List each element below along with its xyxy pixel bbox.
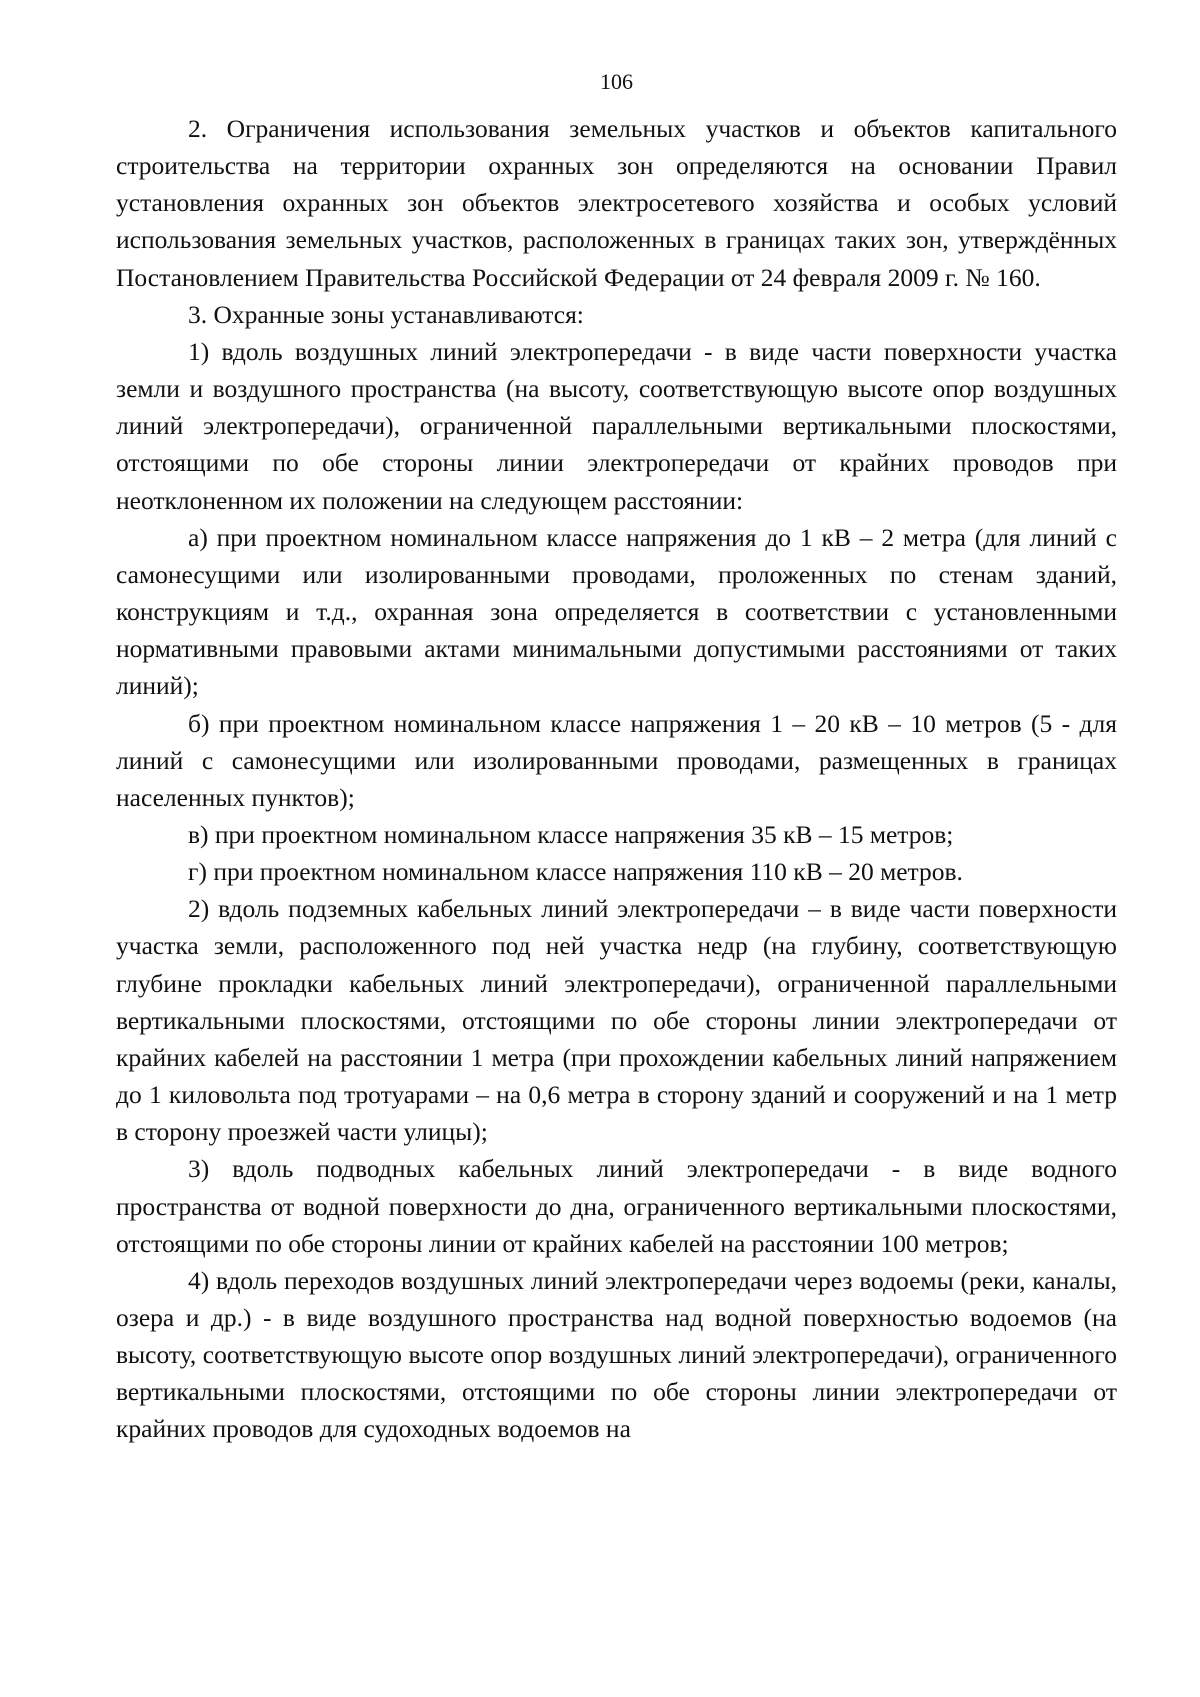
document-page [116, 68, 1117, 1448]
paragraph-restrictions: 2. Ограничения использования земельных участков и объектов капитального строительства на территории охранных зон определяются на основании Правил установления охранных зон объектов электросетевого хозяйства и особых условий использования земельных участков, расположенных в границах таких зон, утверждённых Постановлением Правительства Российской Федерации от 24 февраля 2009 г. № 160. [116, 114, 1117, 292]
paragraph-underwater-lines: 3) вдоль подводных кабельных линий электропередачи - в виде водного пространства от водной поверхности до дна, ограниченного вертикальными плоскостями, отстоящими по обе стороны линии от крайних кабелей на расстоянии 100 метров; [116, 1154, 1117, 1258]
paragraph-water-crossings: 4) вдоль переходов воздушных линий электропередачи через водоемы (реки, каналы, озера и др.) - в виде воздушного пространства над водной поверхностью водоемов (на высоту, соответствующую высоте опор воздушных линий электропередачи), ограниченного вертикальными плоскостями, отстоящими по обе стороны линии электропередачи от крайних проводов для судоходных водоемов на [116, 1265, 1117, 1444]
paragraph-item-b: б) при проектном номинальном классе напряжения 1 – 20 кВ – 10 метров (5 - для линий с самонесущими или изолированными проводами, размещенных в границах населенных пунктов); [116, 708, 1117, 812]
paragraph-zones-heading: 3. Охранные зоны устанавливаются: [188, 299, 584, 329]
paragraph-item-v: в) при проектном номинальном классе напряжения 35 кВ – 15 метров; [188, 819, 954, 849]
paragraph-item-a: а) при проектном номинальном классе напряжения до 1 кВ – 2 метра (для линий с самонесущими или изолированными проводами, проложенных по стенам зданий, конструкциям и т.д., охранная зона определяется в соответствии с установленными нормативными правовыми актами минимальными допустимыми расстояниями от таких линий); [116, 522, 1117, 701]
paragraph-underground-lines: 2) вдоль подземных кабельных линий электропередачи – в виде части поверхности участка земли, расположенного под ней участка недр (на глубину, соответствующую глубине прокладки кабельных линий электропередачи), ограниченной параллельными вертикальными плоскостями, отстоящими по обе стороны линии электропередачи от крайних кабелей на расстоянии 1 метра (при прохождении кабельных линий напряжением до 1 киловольта под тротуарами – на 0,6 метра в сторону зданий и сооружений и на 1 метр в сторону проезжей части улицы); [116, 894, 1117, 1147]
page-number: 106 [600, 69, 633, 94]
paragraph-overhead-lines: 1) вдоль воздушных линий электропередачи - в виде части поверхности участка земли и воздушного пространства (на высоту, соответствующую высоте опор воздушных линий электропередачи), ограниченной параллельными вертикальными плоскостями, отстоящими по обе стороны линии электропередачи от крайних проводов при неотклоненном их положении на следующем расстоянии: [116, 336, 1117, 515]
paragraph-item-g: г) при проектном номинальном классе напряжения 110 кВ – 20 метров. [188, 857, 963, 887]
